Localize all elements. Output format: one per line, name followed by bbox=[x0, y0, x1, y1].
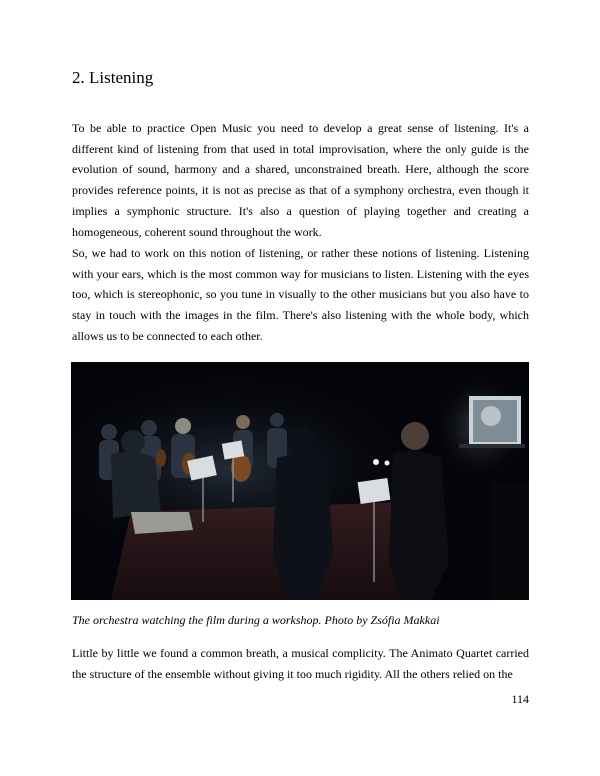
body-paragraph: Little by little we found a common breath, a musical complicity. The Animato Quartet carried the structure of the ensemble without giving it too much rigidity. All the others relied on the bbox=[72, 646, 529, 681]
orchestra-photo bbox=[71, 362, 529, 600]
page-number: 114 bbox=[511, 692, 529, 706]
body-paragraph: So, we had to work on this notion of listening, or rather these notions of listening. Listening with your ears, which is the most common way for musicians to listen. Listening with the eyes too, which is stereophonic, so you tune in visually to the other musicians but you also have to stay in touch with the images in the film. There's also listening with the whole body, which allows us to be connected to each other. bbox=[72, 246, 529, 343]
section-heading: 2. Listening bbox=[72, 68, 154, 87]
figure-caption: The orchestra watching the film during a workshop. Photo by Zsófia Makkai bbox=[72, 613, 440, 627]
body-paragraph: To be able to practice Open Music you need to develop a great sense of listening. It's a different kind of listening from that used in total improvisation, where the only guide is the evolution of sound, harmony and a shared, unconstrained breath. Here, although the score provides reference points, it is not as precise as that of a symphony orchestra, even though it implies a symphonic structure. It's also a question of playing together and creating a homogeneous, coherent sound throughout the work. bbox=[72, 121, 529, 239]
